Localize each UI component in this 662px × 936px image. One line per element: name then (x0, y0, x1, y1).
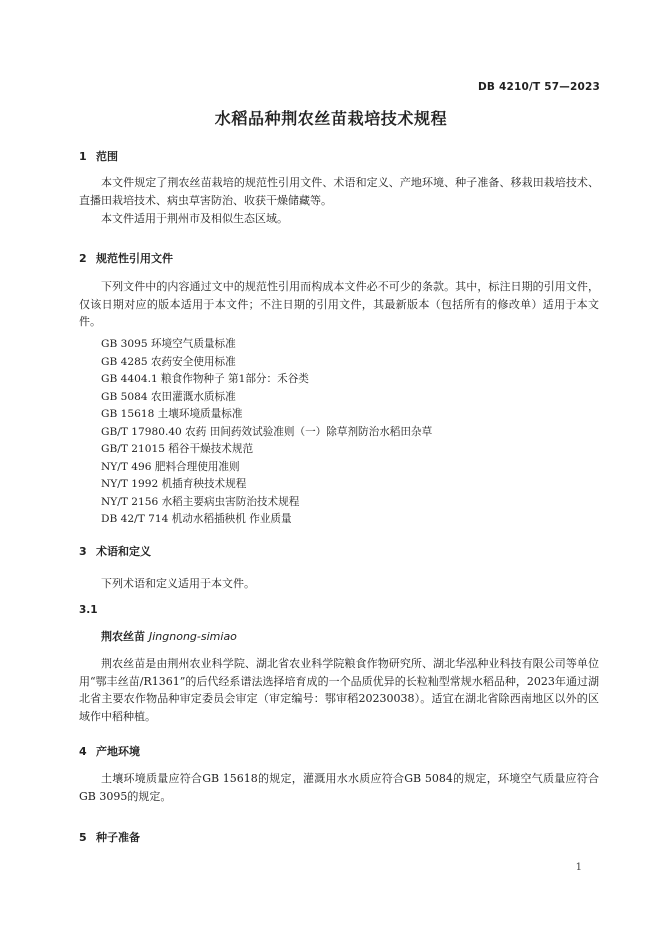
reference-item: GB 4404.1 粮食作物种子 第1部分：禾谷类 (101, 373, 309, 385)
reference-item: GB 5084 农田灌溉水质标准 (101, 390, 236, 403)
section-3-heading (79, 543, 151, 559)
section-title: 规范性引用文件 (96, 252, 173, 265)
section-title: 种子准备 (96, 831, 140, 844)
section-number: 1 (79, 150, 87, 163)
reference-item: GB 3095 环境空气质量标准 (101, 338, 236, 350)
reference-item: NY/T 2156 水稻主要病虫害防治技术规程 (101, 495, 300, 508)
reference-item: GB 15618 土壤环境质量标准 (101, 408, 243, 420)
section-1-paragraph-2: 本文件适用于荆州市及相似生态区域。 (101, 212, 288, 225)
term-chinese: 荆农丝苗 (101, 630, 145, 643)
section-2-heading (79, 250, 173, 266)
reference-item: DB 42/T 714 机动水稻插秧机 作业质量 (101, 513, 292, 525)
reference-item: GB/T 21015 稻谷干燥技术规范 (101, 443, 254, 455)
reference-item: NY/T 1992 机插育秧技术规程 (101, 478, 247, 490)
reference-item: GB 4285 农药安全使用标准 (101, 355, 236, 368)
section-title: 产地环境 (96, 745, 140, 758)
reference-item: NY/T 496 肥料合理使用准则 (101, 460, 240, 473)
section-title: 范围 (96, 150, 118, 163)
term-entry (101, 628, 237, 644)
section-number: 5 (79, 831, 87, 844)
section-2-paragraph-1: 下列文件中的内容通过文中的规范性引用而构成本文件必不可少的条款。其中，标注日期的引用文件，仅该日期对应的版本适用于本文件；不注日期的引用文件，其最新版本（包括所有的修改单）适用于本文件。 (79, 280, 599, 329)
term-definition: 荆农丝苗是由荆州农业科学院、湖北省农业科学院粮食作物研究所、湖北华泓种业科技有限公司等单位用“鄂丰丝苗/R1361”的后代经系谱法选择培育成的一个品质优异的长粒籼型常规水稻品种，2023年通过湖北省主要农作物品种审定委员会审定（审定编号：鄂审稻20230038）。适宜在湖北省除西南地区以外的区域作中稻种植。 (79, 657, 599, 723)
section-3-paragraph-1: 下列术语和定义适用于本文件。 (101, 577, 255, 590)
term-number: 3.1 (79, 604, 98, 616)
section-4-paragraph-1: 土壤环境质量应符合GB 15618的规定，灌溉用水水质应符合GB 5084的规定，环境空气质量应符合GB 3095的规定。 (79, 772, 599, 803)
section-4-heading (79, 743, 140, 759)
section-title: 术语和定义 (96, 545, 151, 558)
section-number: 4 (79, 745, 87, 758)
normative-references-list (101, 336, 432, 529)
section-number: 2 (79, 252, 87, 265)
section-number: 3 (79, 545, 87, 558)
section-1-heading (79, 148, 118, 164)
page-number: 1 (575, 862, 582, 873)
standard-code: DB 4210/T 57—2023 (478, 81, 600, 93)
reference-item: GB/T 17980.40 农药 田间药效试验准则（一）除草剂防治水稻田杂草 (101, 425, 433, 438)
document-title: 水稻品种荆农丝苗栽培技术规程 (214, 109, 448, 128)
term-latin: Jingnong-simiao (149, 630, 237, 643)
section-5-heading (79, 829, 140, 845)
section-1-paragraph-1: 本文件规定了荆农丝苗栽培的规范性引用文件、术语和定义、产地环境、种子准备、移栽田栽培技术、直播田栽培技术、病虫草害防治、收获干燥储藏等。 (79, 176, 599, 207)
